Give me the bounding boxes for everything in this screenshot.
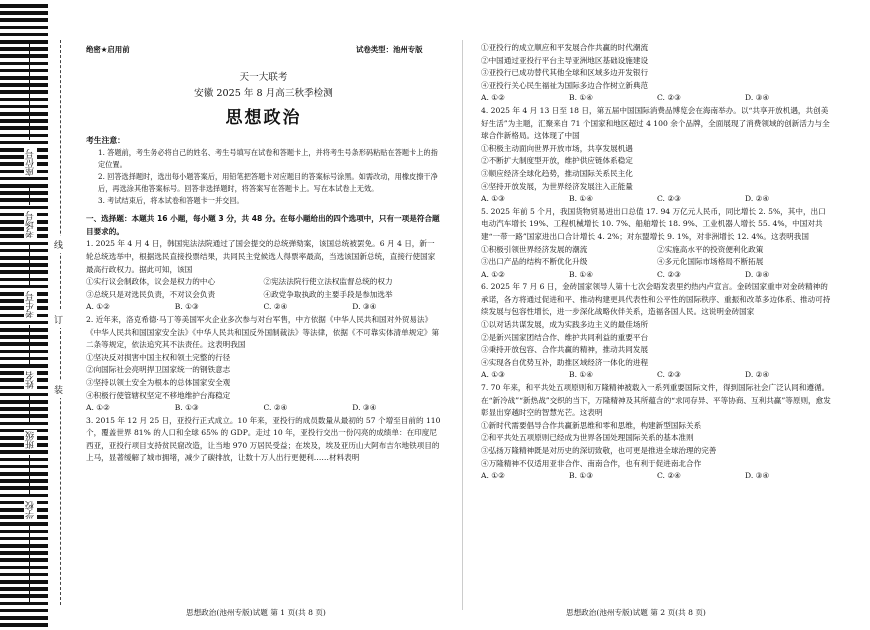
school-label: 学校 <box>26 501 36 519</box>
option: ③顺应经济全球化趋势，推动国际关系民主化 <box>481 168 633 178</box>
seal-word-pack: 装 <box>54 381 63 398</box>
answer-choice: B. ①③ <box>569 471 594 481</box>
answer-choice: C. ②④ <box>657 471 681 481</box>
answer-row <box>481 369 833 382</box>
binding-line <box>29 325 30 365</box>
answer-choice: B. ①④ <box>569 194 594 204</box>
subject-title: 思想政治 <box>225 108 302 128</box>
answer-choice: C. ②③ <box>657 269 681 279</box>
name-label: 姓名 <box>26 371 36 389</box>
note-item: 1. 答题前，考生务必将自己的姓名、考生号填写在试卷和答题卡上，并将考生号条形码粘贴在答题卡上的指定位置。 <box>98 148 438 170</box>
binding-line <box>29 525 30 605</box>
answer-choice: A. ①② <box>86 302 110 312</box>
answer-choice: C. ②④ <box>263 302 288 312</box>
exam-room-label: 考场号 <box>26 211 36 238</box>
answer-row <box>481 92 833 105</box>
answer-choice: B. ①④ <box>569 93 594 103</box>
answer-choice: A. ①② <box>481 471 505 481</box>
secret-label: 绝密★启用前 <box>86 45 130 54</box>
seal-word-bind: 订 <box>54 311 63 328</box>
answer-choice: B. ①④ <box>569 269 594 279</box>
seal-word-line: 线 <box>54 236 63 253</box>
question-stem: 5. 2025 年前 5 个月，我国货物贸易进出口总值 17. 94 万亿元人民币，同比增长 2. 5%，其中，出口电动汽车增长 19%、工程机械增长 10. 7%、船舶增长 18. 9%、工业机器人增长 55. 4%，中国对共建“一带一路”国家进出口合计增长 4. 2%；对东盟增长 9. 1%，对非洲增长 12. 4%。这表明我国 <box>481 206 826 241</box>
option: ②是新兴国家团结合作、维护共同利益的重要平台 <box>481 332 649 342</box>
paper-type-label: 试卷类型：池州专版 <box>356 45 423 54</box>
note-item: 2. 回答选择题时，选出每小题答案后，用铅笔把答题卡对应题目的答案标号涂黑。如需改动，用橡皮擦干净后，再选涂其他答案标号。回答非选择题时，将答案写在答题卡上。写在本试卷上无效。 <box>98 172 438 194</box>
option: ①实行议会制政体，议会是权力的中心 <box>86 277 216 287</box>
option: ③总统只是对选民负责，不对议会负责 <box>86 289 216 299</box>
section-heading: 一、选择题：本题共 16 小题，每小题 3 分，共 48 分。在每小题给出的四个选项中，只有一项是符合题目要求的。 <box>86 214 440 236</box>
question-stem: 7. 70 年来，和平共处五项原则和万隆精神被载入一系列重要国际文件，得到国际社会广泛认同和遵循。在“新冷战”“新热战”交织的当下，万隆精神及其所蕴含的“求同存异、平等协商、互利共赢”等原则，愈发彰显出穿越时空的智慧光芒。这表明 <box>481 383 831 418</box>
option: ①亚投行的成立顺应和平发展合作共赢的时代潮流 <box>481 43 649 52</box>
answer-choice: D. ③④ <box>745 471 770 481</box>
option: ①积极引领世界经济发展的潮流 <box>481 244 588 254</box>
answer-row <box>481 269 833 282</box>
option: ④实现各自优势互补，助推区域经济一体化的进程 <box>481 357 649 367</box>
option: ④坚持开放发展，为世界经济发展注入正能量 <box>481 181 633 191</box>
question-stem: 1. 2025 年 4 月 4 日，韩国宪法法院通过了国会提交的总统弹劾案，该国总统被罢免。6 月 4 日，新一轮总统选举中，根据选民直接投票结果，共同民主党候选人得票率最高，当选该国新总统，直接行使国家最高行政权力。据此可知，该国 <box>86 239 436 274</box>
notes-heading: 考生注意： <box>86 135 125 145</box>
column-divider <box>462 40 463 610</box>
question-stem: 6. 2025 年 7 月 6 日，金砖国家领导人第十七次会晤发表里约热内卢宣言。金砖国家重申对金砖精神的承诺，各方将通过促进和平、推动构建更具代表性和公平性的国际秩序、重振和改革多边体系、推动可持续发展与包容性增长，进一步深化战略伙伴关系，造福各国人民。这说明金砖国家 <box>481 282 831 317</box>
option: ②向国际社会亮明捍卫国家统一的钢铁意志 <box>86 365 231 375</box>
answer-choice: C. ②③ <box>657 194 681 204</box>
option: ①以对话共谋发展，成为实践多边主义的最佳场所 <box>481 320 649 330</box>
answer-choice: D. ③④ <box>352 403 377 413</box>
question-stem: 3. 2015 年 12 月 25 日，亚投行正式成立。10 年来，亚投行的成员数量从最初的 57 个增至目前的 110 个，覆盖世界 81% 的人口和全球 65% 的 GDP。走过 10 年，亚投行交出一份闪亮的成绩单：在印度尼西亚，亚投行项目支持贫民窟改造，让当地 970 万居民受益；在埃及，埃及亚历山大阿布吉尔地铁项目的上马，显著缓解了城市拥堵，减少了碳排放，让数十万人出行更便利……材料表明 <box>86 415 441 463</box>
option-row <box>481 256 833 269</box>
option: ②和平共处五项原则已经成为世界各国处理国际关系的基本准则 <box>481 433 694 443</box>
option: ④亚投行关心民生福祉为国际多边合作树立新典范 <box>481 80 649 90</box>
answer-choice: B. ①③ <box>174 403 199 413</box>
option: ②不断扩大制度型开放，维护供应链体系稳定 <box>481 156 633 166</box>
option: ④政党争取执政的主要手段是参加选举 <box>263 289 393 299</box>
exam-series-title: 天一大联考 <box>239 72 288 83</box>
answer-row <box>86 402 441 415</box>
answer-choice: B. ①③ <box>174 302 199 312</box>
answer-choice: D. ③④ <box>745 269 770 279</box>
answer-choice: D. ③④ <box>352 302 377 312</box>
answer-choice: B. ①④ <box>569 370 594 380</box>
option: ④多元化国际市场格局不断拓展 <box>657 257 764 267</box>
option: ④万隆精神不仅适用亚非合作、南南合作，也有利于促进南北合作 <box>481 458 702 468</box>
right-column <box>481 42 833 483</box>
binding-line <box>29 185 30 205</box>
answer-choice: A. ①② <box>481 93 505 103</box>
answer-choice: C. ②③ <box>657 93 681 103</box>
option: ③亚投行已成功替代其他全球和区域多边开发银行 <box>481 68 649 78</box>
option: ①新时代需要倡导合作共赢新思维和零和思维，构建新型国际关系 <box>481 420 702 430</box>
seat-number-label: 座位号 <box>26 149 36 176</box>
answer-row <box>481 193 833 206</box>
binding-line <box>29 40 30 140</box>
answer-choice: A. ①② <box>86 403 110 413</box>
answer-row <box>86 301 441 314</box>
answer-choice: D. ②④ <box>745 370 770 380</box>
binding-line <box>29 395 30 425</box>
option: ①坚决反对损害中国主权和领土完整的行径 <box>86 352 231 362</box>
option: ③弘扬万隆精神既是对历史的深切致敬，也可更是推进全球治理的完善 <box>481 446 717 455</box>
option-row <box>86 276 441 289</box>
note-item: 3. 考试结束后，将本试卷和答题卡一并交回。 <box>98 196 244 206</box>
option-row <box>86 289 441 302</box>
answer-choice: C. ②③ <box>657 370 681 380</box>
option: ②中国通过亚投行平台主导亚洲地区基础设施建设 <box>481 55 649 65</box>
binding-line <box>29 455 30 495</box>
binding-margin <box>0 0 80 630</box>
exam-title: 安徽 2025 年 8 月高三秋季检测 <box>194 88 333 99</box>
option: ④积极行使管辖权坚定不移地维护台海稳定 <box>86 390 231 400</box>
option: ①积极主动面向世界开放市场，共享发展机遇 <box>481 143 633 153</box>
binding-line <box>29 245 30 285</box>
answer-row <box>481 470 833 483</box>
candidate-number-label: 考生号 <box>26 291 36 318</box>
answer-choice: D. ③④ <box>745 93 770 103</box>
answer-choice: A. ①② <box>481 269 505 279</box>
option: ③出口产品的结构不断优化升级 <box>481 257 588 267</box>
answer-choice: C. ②④ <box>263 403 288 413</box>
answer-choice: A. ①③ <box>481 194 505 204</box>
option: ③坚持以领土安全为根本的总体国家安全观 <box>86 377 231 387</box>
question-stem: 2. 近年来，洛克希德·马丁等美国军火企业多次参与对台军售，中方依据《中华人民共和国对外贸易法》《中华人民共和国国家安全法》《中华人民共和国反外国制裁法》等法律，依据《不可靠实体清单规定》第二条等规定，依法追究其不法责任。这表明我国 <box>86 314 440 350</box>
answer-choice: A. ①③ <box>481 370 505 380</box>
page-footer-right: 思想政治(池州专版)试题 第 2 页(共 8 页) <box>566 608 706 617</box>
option-row <box>481 244 833 257</box>
left-column <box>86 70 441 465</box>
option: ③秉持开放包容、合作共赢的精神，推动共同发展 <box>481 345 649 355</box>
page-footer-left: 思想政治(池州专版)试题 第 1 页(共 8 页) <box>186 608 326 617</box>
option: ②实施高水平的投资便利化政策 <box>657 244 764 254</box>
class-label: 班级 <box>26 431 36 449</box>
answer-choice: D. ②④ <box>745 194 770 204</box>
question-stem: 4. 2025 年 4 月 13 日至 18 日，第五届中国国际消费品博览会在海南举办。以“共享开放机遇，共创美好生活”为主题，汇聚来自 71 个国家和地区超过 4 100 余个品牌，全面展现了消费领域的创新活力与全球合作新格局。这体现了中国 <box>481 105 830 141</box>
option: ②宪法法院行使立法权监督总统的权力 <box>263 277 393 287</box>
